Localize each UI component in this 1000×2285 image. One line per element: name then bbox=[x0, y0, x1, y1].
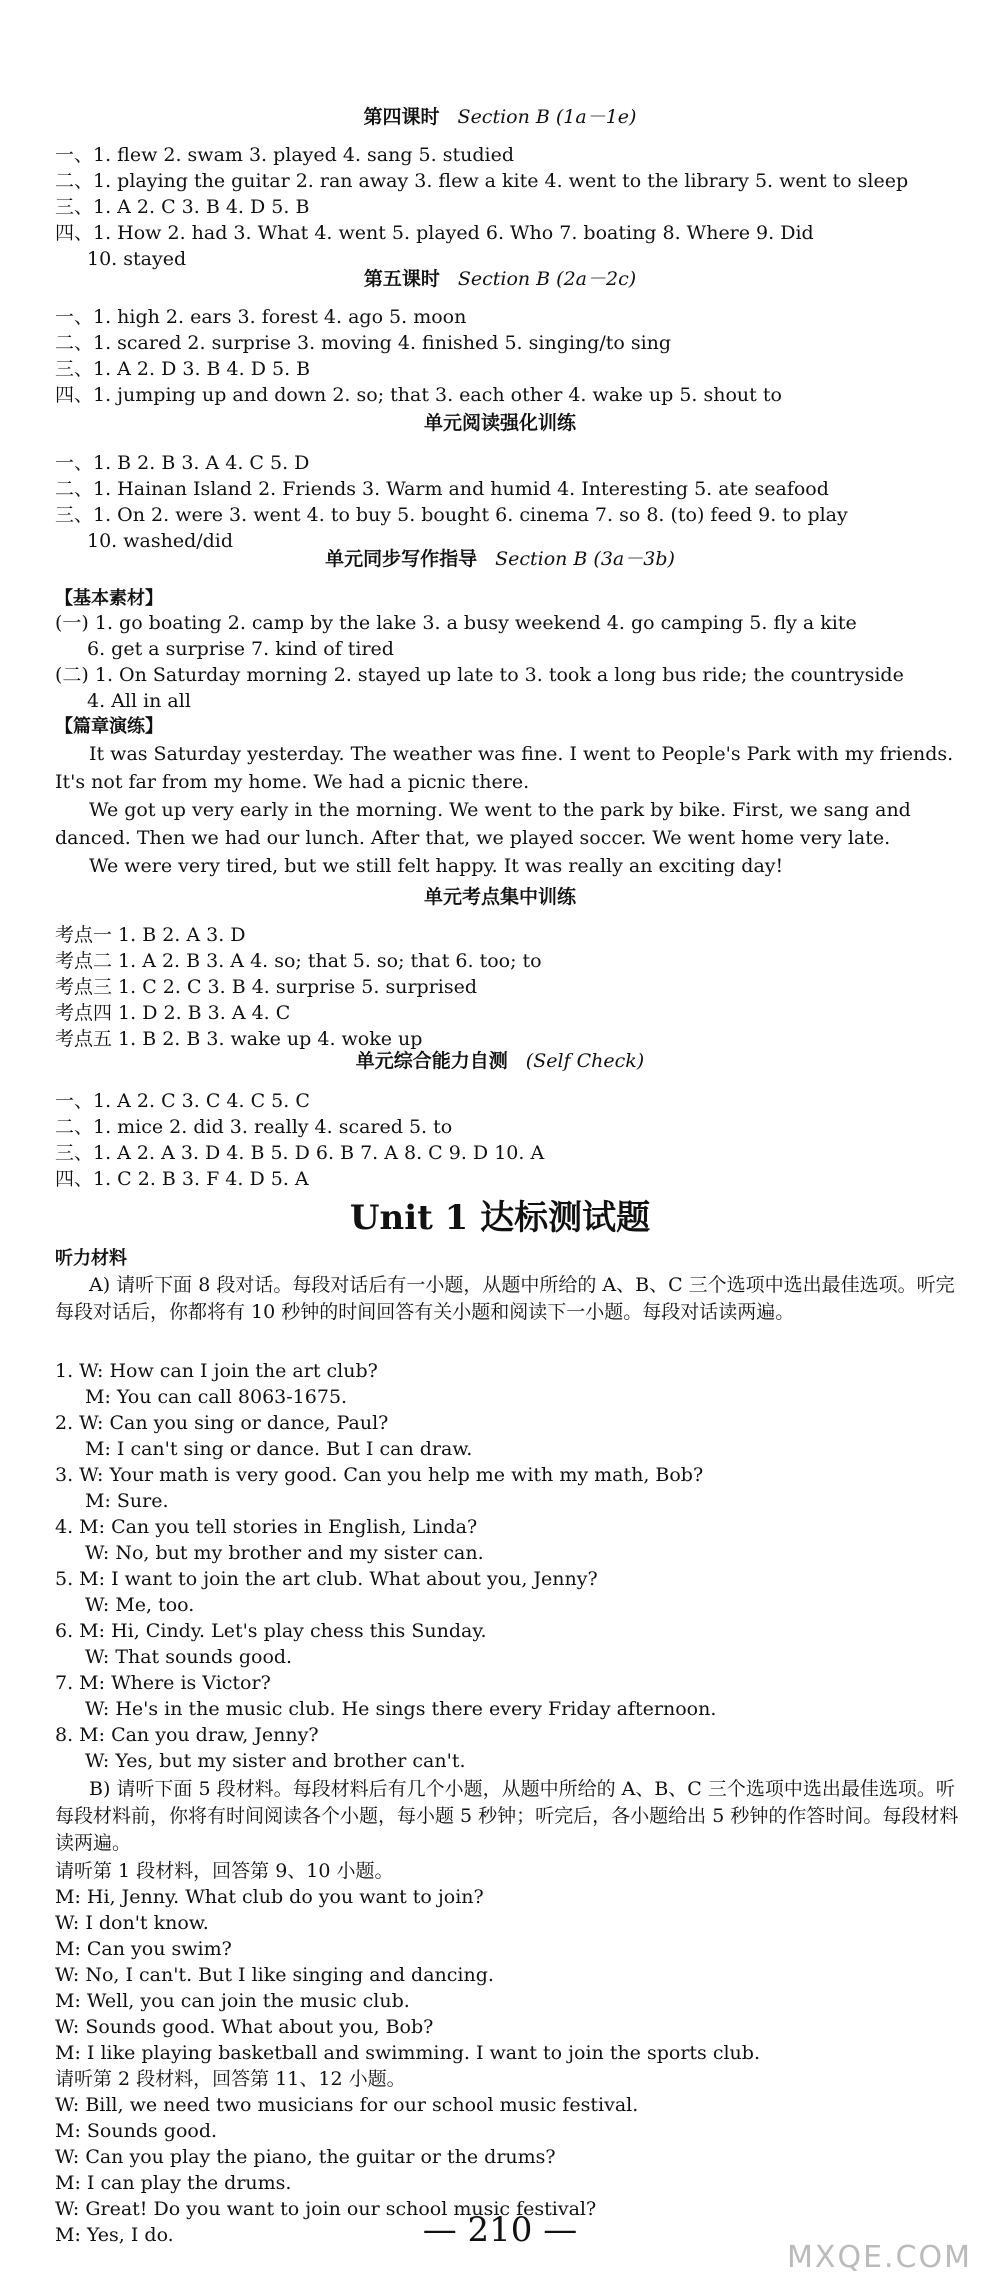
conversation-line: M: Sounds good. bbox=[55, 2120, 218, 2142]
answer-line: 10. washed/did bbox=[87, 530, 234, 552]
section-title bbox=[0, 1048, 1000, 1074]
dialogue-line: 2. W: Can you sing or dance, Paul? bbox=[55, 1412, 389, 1434]
material-instruction: 请听第 1 段材料，回答第 9、10 小题。 bbox=[55, 1860, 394, 1882]
dialogue-line: 4. M: Can you tell stories in English, Linda? bbox=[55, 1516, 478, 1538]
dialogue-line: M: I can't sing or dance. But I can draw. bbox=[85, 1438, 473, 1460]
section-title bbox=[0, 266, 1000, 292]
section-title-en: Section B (2a－2c) bbox=[457, 268, 637, 290]
dialogue-line: M: You can call 8063-1675. bbox=[85, 1386, 348, 1408]
answer-line: 三、1. A 2. C 3. B 4. D 5. B bbox=[55, 196, 310, 218]
conversation-line: M: Can you swim? bbox=[55, 1938, 232, 1960]
essay-paragraph: We were very tired, but we still felt happy. It was really an exciting day! bbox=[89, 855, 784, 877]
answer-line: 一、1. flew 2. swam 3. played 4. sang 5. studied bbox=[55, 144, 514, 166]
listening-instructions: A) 请听下面 8 段对话。每段对话后有一小题，从题中所给的 A、B、C 三个选项中选出最佳选项。听完每段对话后，你都将有 10 秒钟的时间回答有关小题和阅读下一小题。每段对话读两遍。 bbox=[55, 1274, 955, 1323]
dialogue-line: 3. W: Your math is very good. Can you help me with my math, Bob? bbox=[55, 1464, 704, 1486]
section-title-en: (Self Check) bbox=[525, 1050, 645, 1072]
answer-line: 考点一 1. B 2. A 3. D bbox=[55, 924, 246, 946]
dialogue-line: 8. M: Can you draw, Jenny? bbox=[55, 1724, 319, 1746]
answer-line: 考点四 1. D 2. B 3. A 4. C bbox=[55, 1002, 291, 1024]
answer-line: (二) 1. On Saturday morning 2. stayed up late to 3. took a long bus ride; the countryside bbox=[55, 664, 904, 686]
answer-line: 三、1. A 2. D 3. B 4. D 5. B bbox=[55, 358, 311, 380]
answer-line: 四、1. How 2. had 3. What 4. went 5. played 6. Who 7. boating 8. Where 9. Did bbox=[55, 222, 814, 244]
section-title bbox=[0, 546, 1000, 572]
conversation-line: M: Hi, Jenny. What club do you want to join? bbox=[55, 1886, 484, 1908]
answer-line: 三、1. A 2. A 3. D 4. B 5. D 6. B 7. A 8. C 9. D 10. A bbox=[55, 1142, 545, 1164]
section-title-en: Section B (3a－3b) bbox=[495, 548, 675, 570]
answer-line: 三、1. On 2. were 3. went 4. to buy 5. bought 6. cinema 7. so 8. (to) feed 9. to play bbox=[55, 504, 848, 526]
conversation-line: M: I like playing basketball and swimming. I want to join the sports club. bbox=[55, 2042, 760, 2064]
conversation-line: W: Can you play the piano, the guitar or the drums? bbox=[55, 2146, 556, 2168]
dialogue-line: W: That sounds good. bbox=[85, 1646, 293, 1668]
essay-paragraph: It was Saturday yesterday. The weather was fine. I went to People's Park with my friends. It's not far from my home. We had a picnic there. bbox=[55, 743, 954, 793]
conversation-line: W: I don't know. bbox=[55, 1912, 209, 1934]
listening-instructions: B) 请听下面 5 段材料。每段材料后有几个小题，从题中所给的 A、B、C 三个选项中选出最佳选项。听每段材料前，你将有时间阅读各个小题，每小题 5 秒钟；听完后，各小题给出 5 秒钟的作答时间。每段材料读两遍。 bbox=[55, 1778, 959, 1854]
dialogue-line: W: Me, too. bbox=[85, 1594, 195, 1616]
answer-line: 6. get a surprise 7. kind of tired bbox=[87, 638, 394, 660]
conversation-line: W: Great! Do you want to join our school music festival? bbox=[55, 2198, 597, 2220]
answer-line: 二、1. scared 2. surprise 3. moving 4. finished 5. singing/to sing bbox=[55, 332, 672, 354]
answer-line: 4. All in all bbox=[87, 690, 191, 712]
conversation-line: W: Sounds good. What about you, Bob? bbox=[55, 2016, 434, 2038]
dialogue-line: M: Sure. bbox=[85, 1490, 169, 1512]
answer-line: 一、1. B 2. B 3. A 4. C 5. D bbox=[55, 452, 310, 474]
section-title-cn: 单元综合能力自测 bbox=[355, 1050, 508, 1072]
section-title-cn: 第四课时 bbox=[363, 106, 440, 128]
answer-line: 一、1. high 2. ears 3. forest 4. ago 5. moon bbox=[55, 306, 467, 328]
dialogue-line: 6. M: Hi, Cindy. Let's play chess this Sunday. bbox=[55, 1620, 487, 1642]
unit-test-title: Unit 1 达标测试题 bbox=[349, 1198, 651, 1238]
dialogue-line: 1. W: How can I join the art club? bbox=[55, 1360, 378, 1382]
answer-line: 四、1. jumping up and down 2. so; that 3. each other 4. wake up 5. shout to bbox=[55, 384, 782, 406]
conversation-line: W: Bill, we need two musicians for our school music festival. bbox=[55, 2094, 639, 2116]
conversation-line: M: I can play the drums. bbox=[55, 2172, 292, 2194]
answer-line: 考点三 1. C 2. C 3. B 4. surprise 5. surprised bbox=[55, 976, 478, 998]
conversation-line: W: No, I can't. But I like singing and dancing. bbox=[55, 1964, 494, 1986]
dialogue-line: W: Yes, but my sister and brother can't. bbox=[85, 1750, 466, 1772]
essay-paragraph: We got up very early in the morning. We went to the park by bike. First, we sang and danced. Then we had our lunch. After that, we played soccer. We went home very late. bbox=[55, 799, 911, 849]
answer-line: 二、1. mice 2. did 3. really 4. scared 5. to bbox=[55, 1116, 453, 1138]
section-title-en: Section B (1a－1e) bbox=[457, 106, 637, 128]
answer-line: 四、1. C 2. B 3. F 4. D 5. A bbox=[55, 1168, 309, 1190]
subsection-label: 【篇章演练】 bbox=[55, 716, 163, 737]
dialogue-line: W: He's in the music club. He sings there every Friday afternoon. bbox=[85, 1698, 717, 1720]
conversation-line: M: Yes, I do. bbox=[55, 2224, 174, 2246]
answer-line: 考点二 1. A 2. B 3. A 4. so; that 5. so; that 6. too; to bbox=[55, 950, 542, 972]
dialogue-line: 7. M: Where is Victor? bbox=[55, 1672, 271, 1694]
section-title bbox=[0, 104, 1000, 130]
watermark: MXQE.COM bbox=[787, 2240, 972, 2275]
answer-line: 二、1. playing the guitar 2. ran away 3. flew a kite 4. went to the library 5. went to sleep bbox=[55, 170, 909, 192]
subsection-label: 【基本素材】 bbox=[55, 588, 163, 609]
dialogue-line: W: No, but my brother and my sister can. bbox=[85, 1542, 484, 1564]
subsection-label: 听力材料 bbox=[55, 1248, 127, 1269]
answer-line: 考点五 1. B 2. B 3. wake up 4. woke up bbox=[55, 1028, 423, 1050]
material-instruction: 请听第 2 段材料，回答第 11、12 小题。 bbox=[55, 2068, 406, 2090]
answer-line: 二、1. Hainan Island 2. Friends 3. Warm and humid 4. Interesting 5. ate seafood bbox=[55, 478, 829, 500]
page-number: — 210 — bbox=[422, 2210, 578, 2250]
answer-line: (一) 1. go boating 2. camp by the lake 3. a busy weekend 4. go camping 5. fly a kite bbox=[55, 612, 857, 634]
answer-line: 一、1. A 2. C 3. C 4. C 5. C bbox=[55, 1090, 310, 1112]
dialogue-line: 5. M: I want to join the art club. What about you, Jenny? bbox=[55, 1568, 598, 1590]
section-title-cn: 第五课时 bbox=[363, 268, 440, 290]
section-title: 单元考点集中训练 bbox=[423, 886, 576, 908]
section-title: 单元阅读强化训练 bbox=[423, 412, 576, 434]
answer-line: 10. stayed bbox=[87, 248, 187, 270]
conversation-line: M: Well, you can join the music club. bbox=[55, 1990, 410, 2012]
section-title-cn: 单元同步写作指导 bbox=[325, 548, 478, 570]
